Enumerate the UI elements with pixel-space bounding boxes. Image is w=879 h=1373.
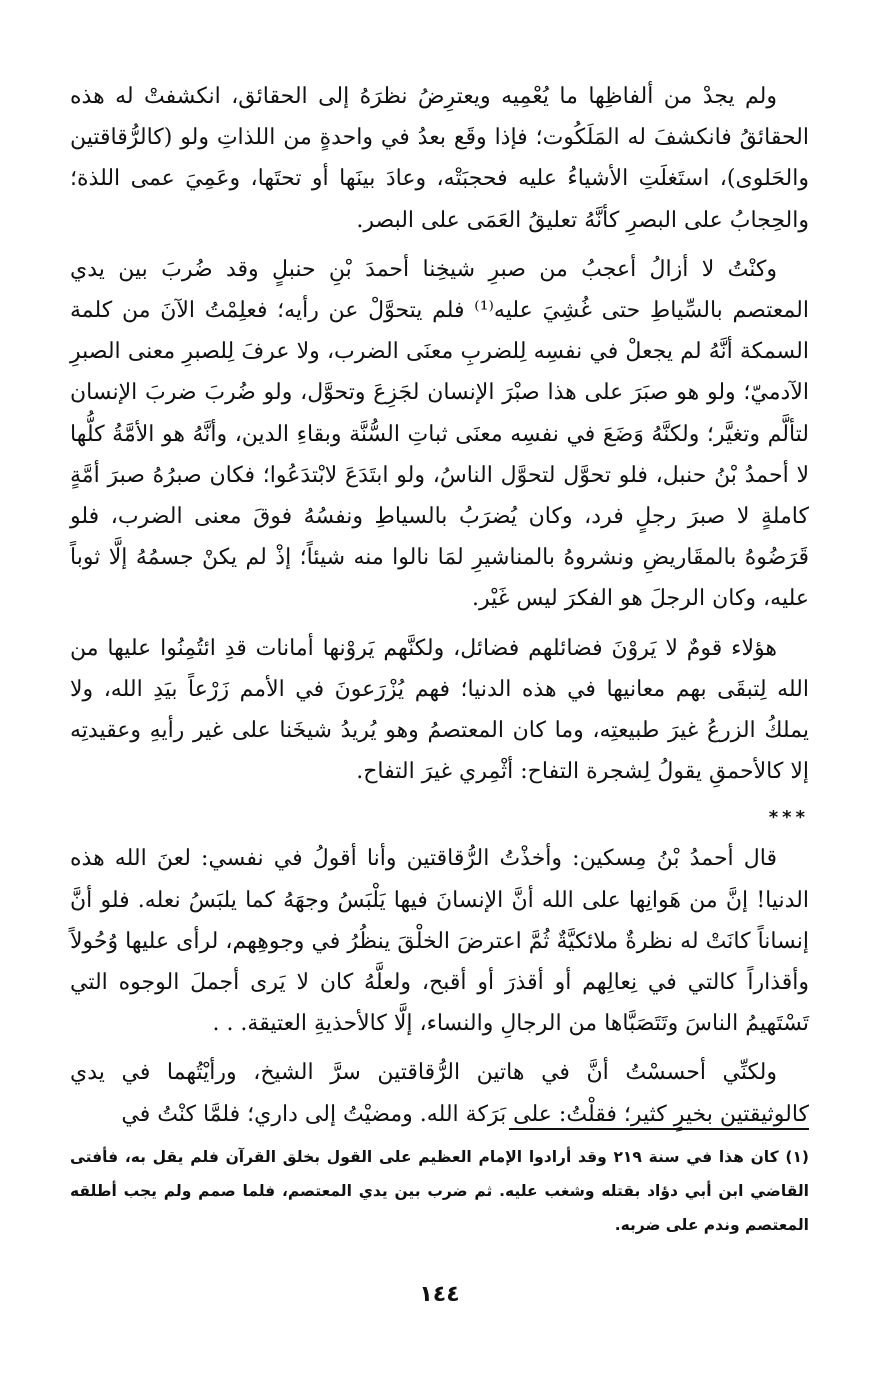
- footnote-divider: [509, 1128, 809, 1130]
- section-separator: ***: [768, 807, 809, 829]
- paragraph: ولكنِّي أحسسْتُ أنَّ في هاتين الرُّقاقتين سرَّ الشيخ، ورأيْتُهما في يدي كالوثيقتين بخيرٍ كثير؛ فقلْتُ: على بَرَكة الله. ومضيْتُ إلى داري؛ فلمَّا كنْتُ في: [70, 1060, 809, 1127]
- paragraph: قال أحمدُ بْنُ مِسكين: وأخذْتُ الرُّقاقتين وأنا أقولُ في نفسي: لعنَ الله هذه الدنيا! إنَّ من هَوانِها على الله أنَّ الإنسانَ فيها يَلْبَسُ وجهَهُ كما يلبَسُ نعله. فلو أنَّ إنساناً كانَتْ له نظرةٌ ملائكيَّةٌ ثُمَّ اعترضَ الخلْقَ ينظُرُ في وجوهِهم، لرأى عليها وُحُولاً وأقذاراً كالتي في نِعالِهم أو أقذرَ أو أقبح، ولعلَّهُ كان لا يَرى أجملَ الوجوه التي تَسْتَهيمُ الناسَ وتَتَصَبَّاها من الرجالِ والنساء، إلَّا كالأحذيةِ العتيقة. . .: [70, 846, 809, 1037]
- footnote: (١) كان هذا في سنة ٢١٩ وقد أرادوا الإمام العظيم على القول بخلق القرآن فلم يقل به، فأفتى القاضي ابن أبي دؤاد بقتله وشغب عليه. ثم ضرب بين يدي المعتصم، فلما صمم ولم يجب أطلقه المعتصم وندم على ضربه.: [70, 1148, 810, 1234]
- paragraph: هؤلاء قومٌ لا يَروْنَ فضائلهم فضائل، ولكنَّهم يَروْنها أمانات قدِ ائتُمِنُوا عليها من الله لِتبقَى بهم معانيها في هذه الدنيا؛ فهم يُزْرَعونَ في الأمم زَرْعاً بيَدِ الله، ولا يملكُ الزرعُ غيرَ طبيعتِه، وما كان المعتصمُ وهو يُريدُ شيخَنا على غير رأيهِ وعقيدتِه إلا كالأحمقِ يقولُ لِشجرة التفاح: أثْمِري غيرَ التفاح.: [70, 635, 809, 785]
- paragraph: وكنْتُ لا أزالُ أعجبُ من صبرِ شيخِنا أحمدَ بْنِ حنبلٍ وقد ضُربَ بين يدي المعتصم بالسِّياطِ حتى غُشِيَ عليه⁽¹⁾ فلم يتحوَّلْ عن رأيه؛ فعلِمْتُ الآنَ من كلمة السمكة أنَّهُ لم يجعلْ في نفسِه لِلضربِ معنَى الضرب، ولا عرفَ لِلصبرِ معنى الصبرِ الآدميّ؛ ولو هو صبَرَ على هذا صبْرَ الإنسان لجَزِعَ وتحوَّل، ولو ضُربَ ضربَ الإنسان لتألَّم وتغيَّر؛ ولكنَّهُ وَضَعَ في نفسِه معنَى ثباتِ السُّنَّة وبقاءِ الدين، وأنَّهُ هو الأمَّةُ كلُّها لا أحمدُ بْنُ حنبل، فلو تحوَّل لتحوَّل الناسُ، ولو ابتَدَعَ لابْتدَعُوا؛ فكان صبرُهُ صبرَ أمَّةٍ كاملةٍ لا صبرَ رجلٍ فرد، وكان يُضرَبُ بالسياطِ ونفسُهُ فوقَ معنى الضرب، فلو قَرَضُوهُ بالمقَاريضِ ونشروهُ بالمناشيرِ لمَا نالوا منه شيئاً؛ إذْ لم يكنْ جسمُهُ إلَّا ثوباً عليه، وكان الرجلَ هو الفكرَ ليس غَيْر.: [70, 256, 810, 612]
- footnotes: [70, 1140, 809, 1242]
- paragraph: ولم يجدْ من ألفاظِها ما يُعْمِيه ويعترِضُ نظرَهُ إلى الحقائق، انكشفتْ له هذه الحقائقُ فانكشفَ له المَلَكُوت؛ فإذا وقَع بعدُ في واحدةٍ من اللذاتِ ولو (كالرُّقاقتين والحَلوى)، استَغلَتِ الأشياءُ عليه فحجبَتْه، وعادَ بينَها أو تحتَها، وعَمِيَ عمى اللذة؛ والحِجابُ على البصرِ كأنَّهُ تعليقُ العَمَى على البصر.: [70, 84, 809, 233]
- page-number: ١٤٤: [419, 1282, 460, 1307]
- main-text: [70, 76, 809, 1143]
